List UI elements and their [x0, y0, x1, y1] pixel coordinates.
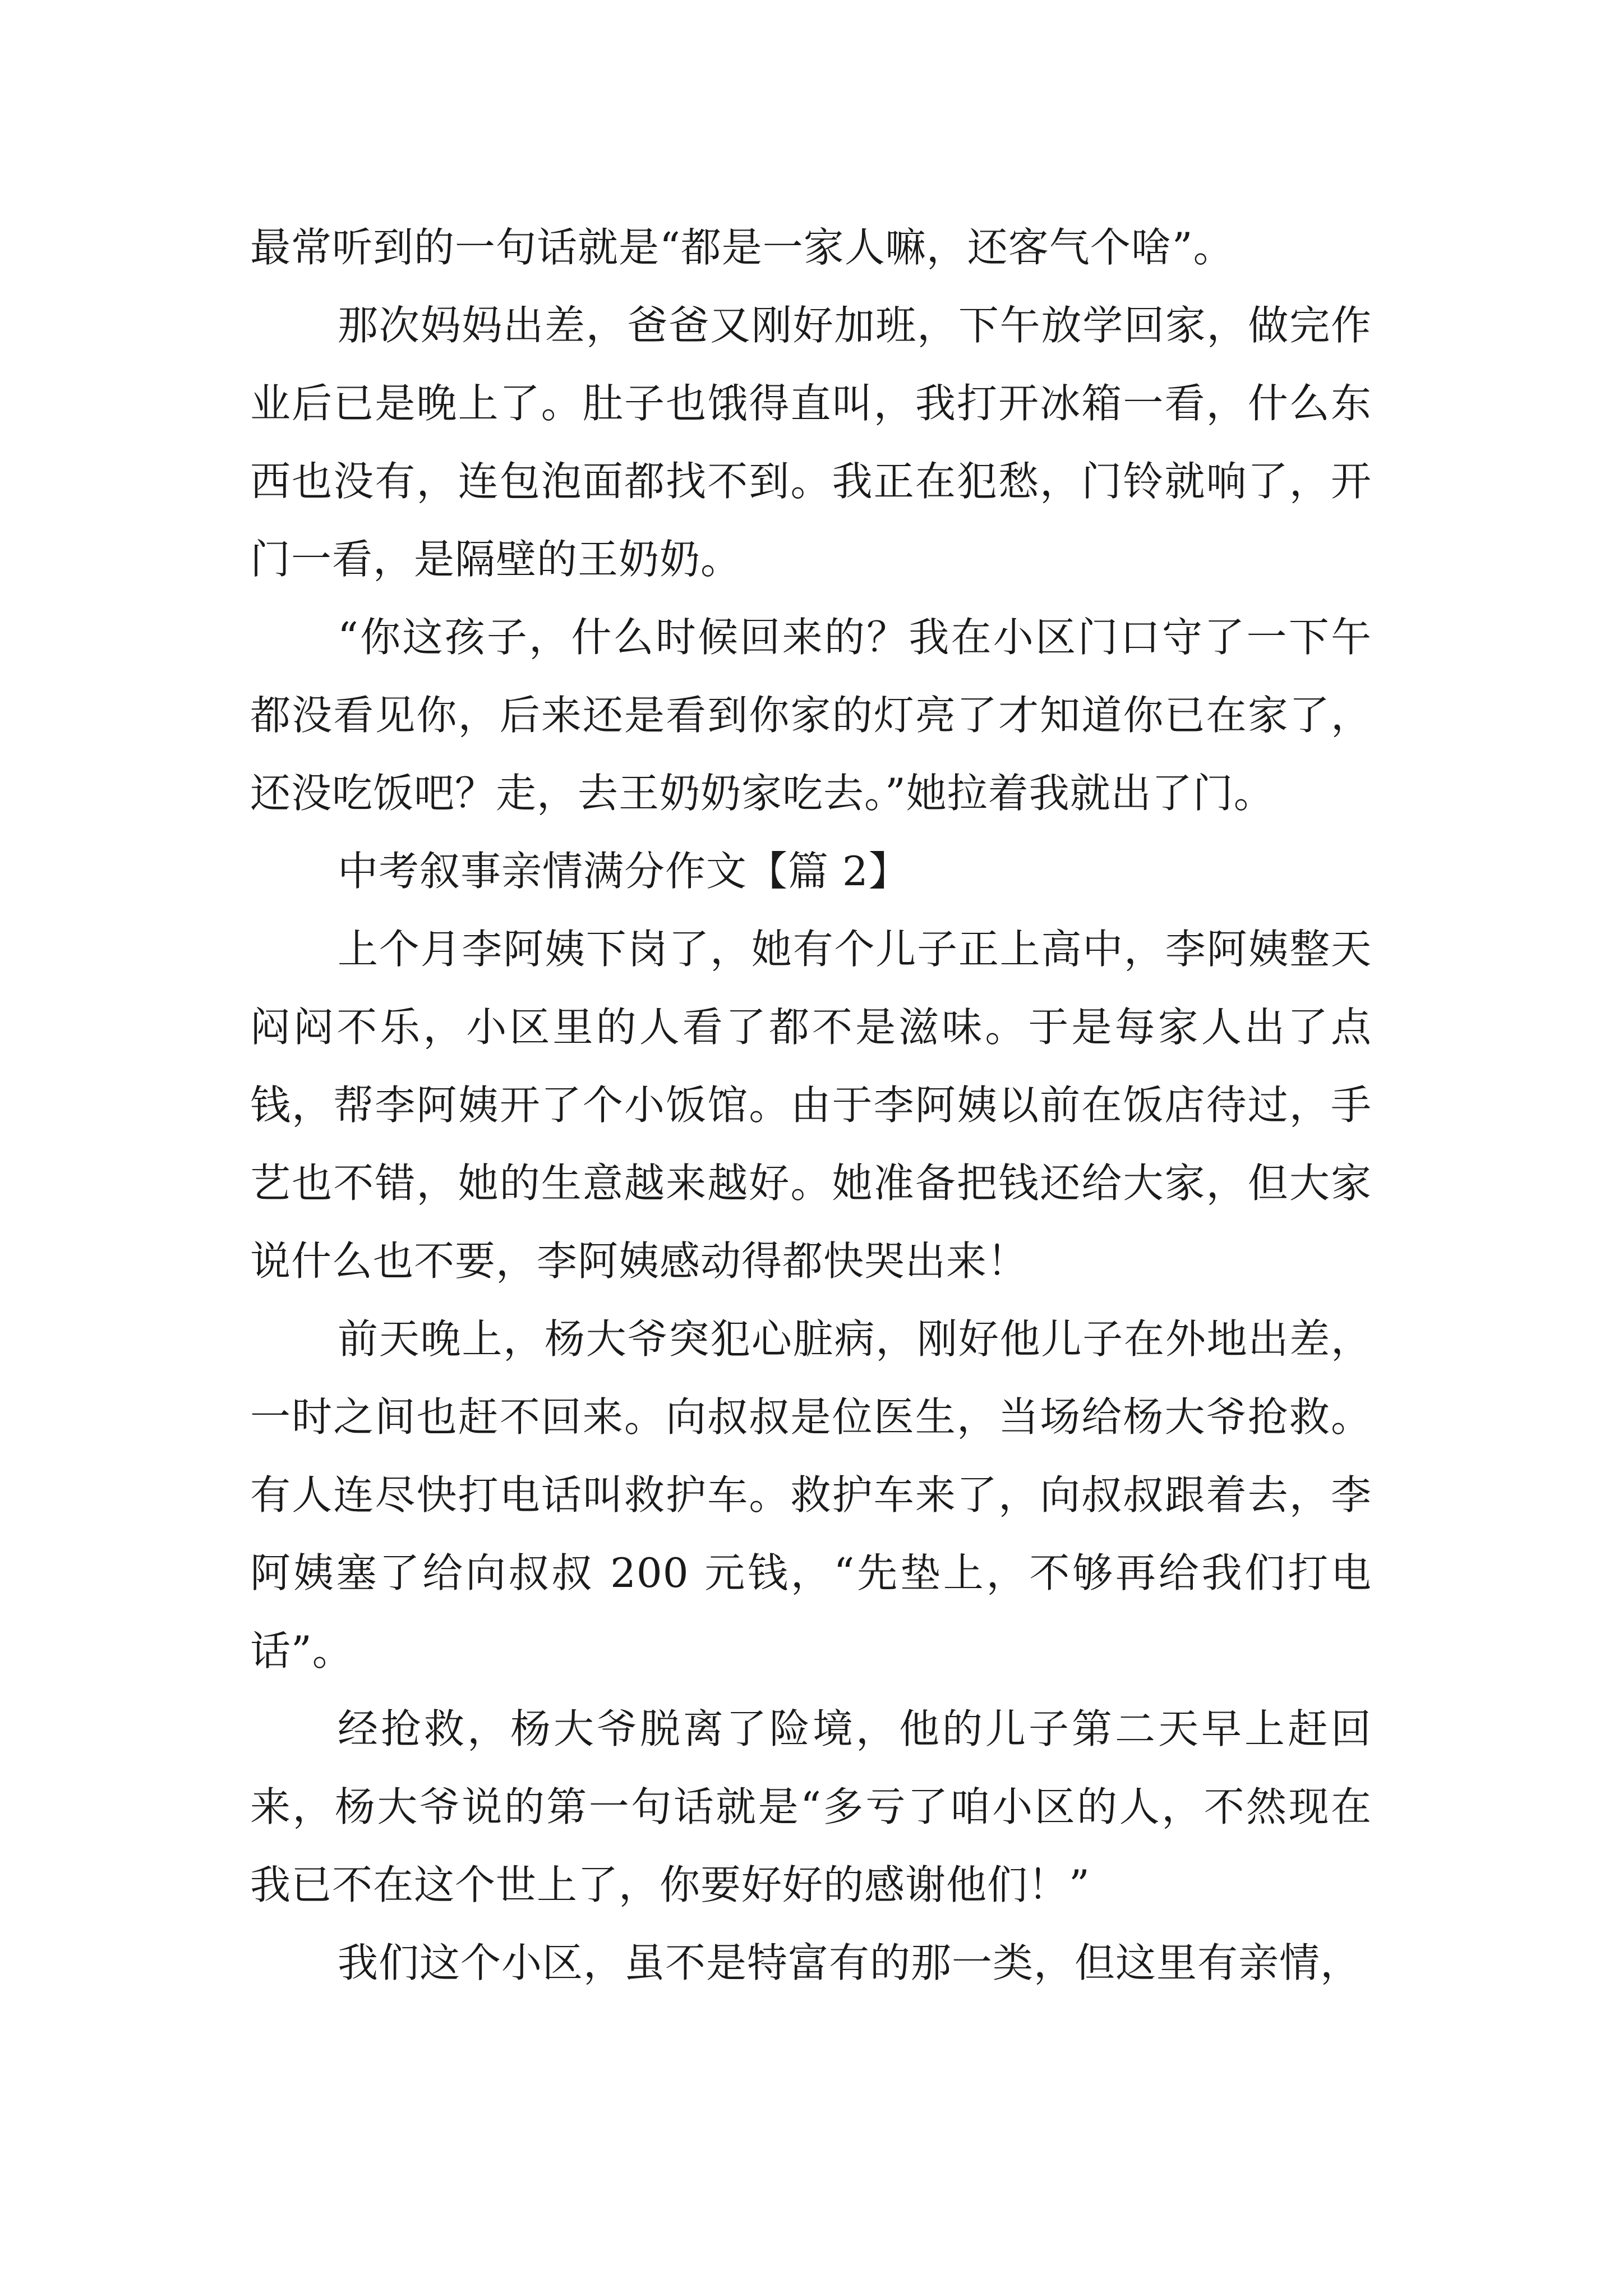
paragraph-continuation: 最常听到的一句话就是“都是一家人嘛，还客气个啥”。 — [250, 224, 1234, 271]
essay-body — [250, 209, 1372, 2002]
paragraph: 我们这个小区，虽不是特富有的那一类，但这里有亲情， — [338, 1939, 1362, 1986]
section-heading: 中考叙事亲情满分作文【篇 2】 — [338, 848, 910, 895]
paragraph: 那次妈妈出差，爸爸又刚好加班，下午放学回家，做完作业后已是晚上了。肚子也饿得直叫，我打开冰箱一看，什么东西也没有，连包泡面都找不到。我正在犯愁，门铃就响了，开门一看，是隔壁的王奶奶。 — [250, 302, 1372, 583]
paragraph: “你这孩子，什么时候回来的？我在小区门口守了一下午都没看见你，后来还是看到你家的灯亮了才知道你已在家了，还没吃饭吧？走，去王奶奶家吃去。”她拉着我就出了门。 — [250, 614, 1372, 817]
paragraph: 经抢救，杨大爷脱离了险境，他的儿子第二天早上赶回来，杨大爷说的第一句话就是“多亏了咱小区的人，不然现在我已不在这个世上了，你要好好的感谢他们！” — [250, 1705, 1372, 1908]
paragraph: 前天晚上，杨大爷突犯心脏病，刚好他儿子在外地出差，一时之间也赶不回来。向叔叔是位医生，当场给杨大爷抢救。有人连尽快打电话叫救护车。救护车来了，向叔叔跟着去，李阿姨塞了给向叔叔 200 元钱，“先垫上，不够再给我们打电话”。 — [250, 1315, 1372, 1674]
paragraph: 上个月李阿姨下岗了，她有个儿子正上高中，李阿姨整天闷闷不乐，小区里的人看了都不是滋味。于是每家人出了点钱，帮李阿姨开了个小饭馆。由于李阿姨以前在饭店待过，手艺也不错，她的生意越来越好。她准备把钱还给大家，但大家说什么也不要，李阿姨感动得都快哭出来！ — [250, 926, 1372, 1285]
